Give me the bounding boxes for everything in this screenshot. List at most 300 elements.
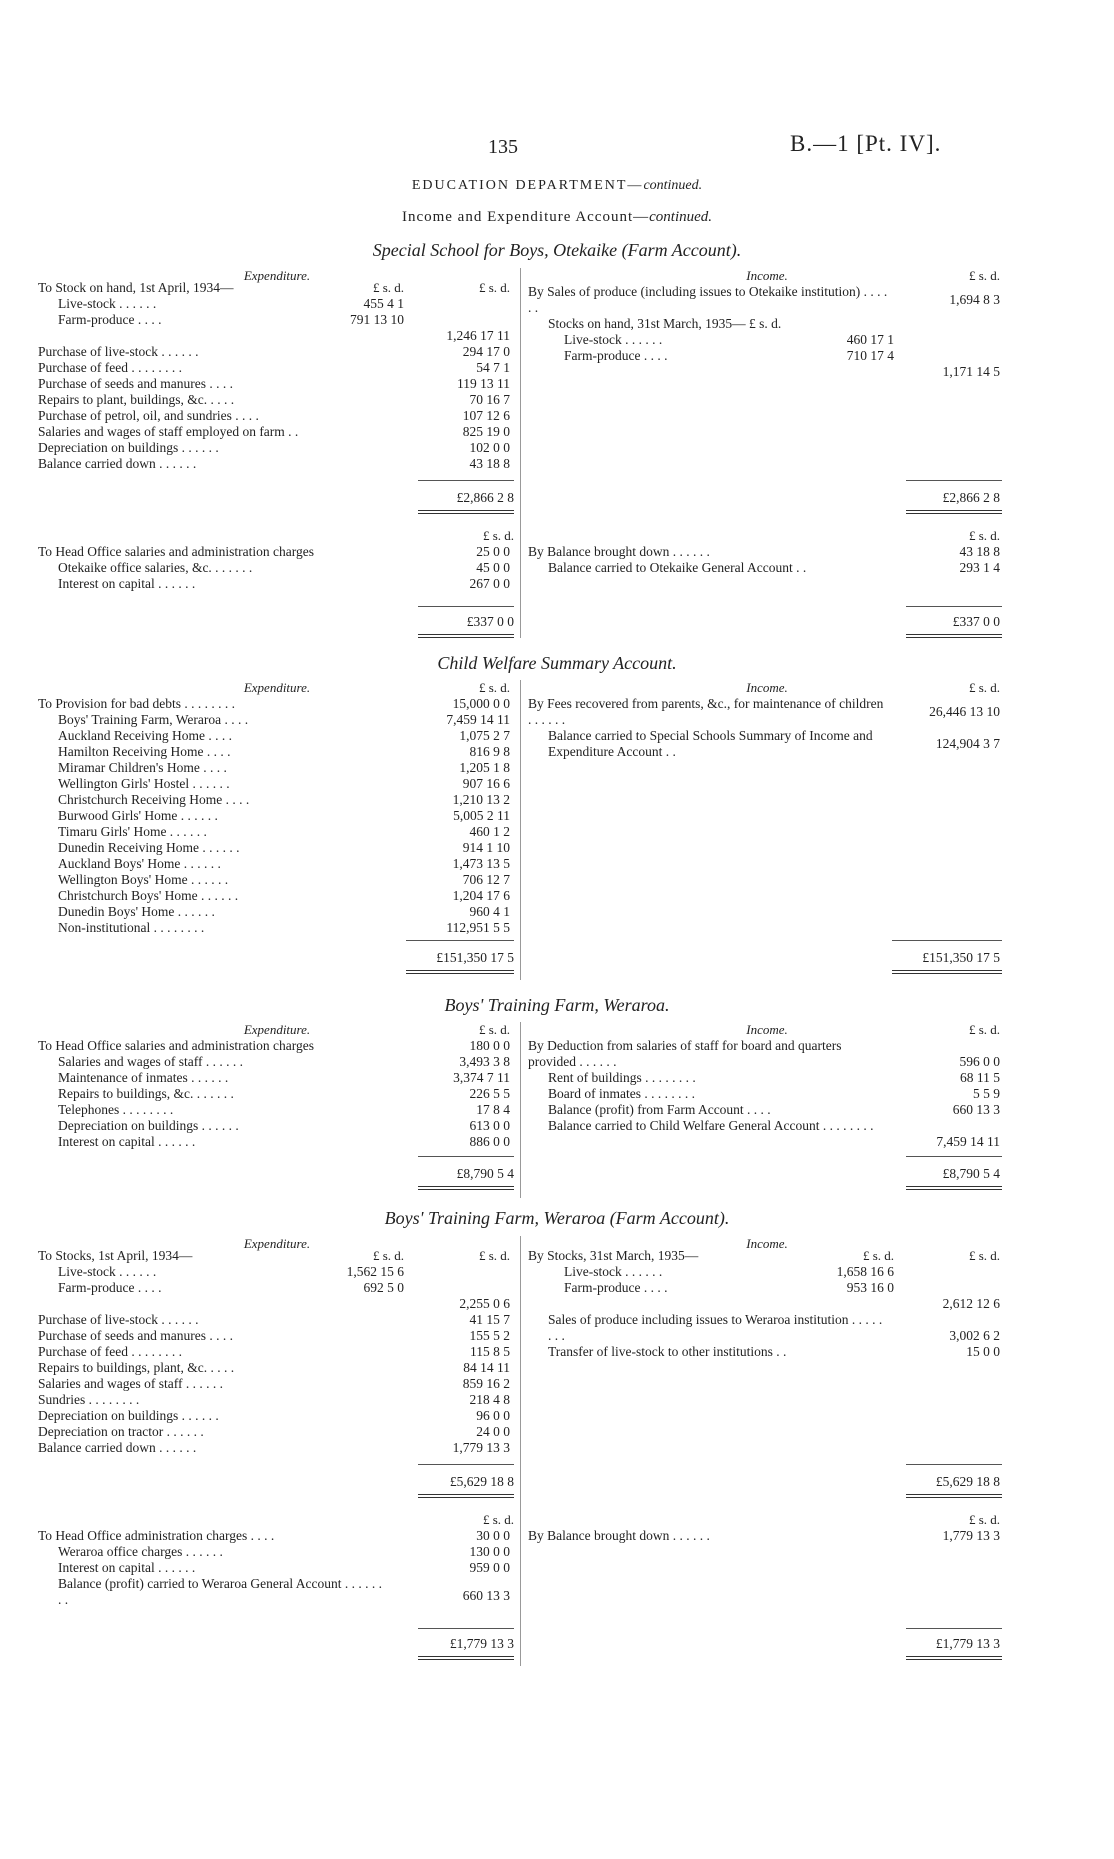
- currency-heading: £ s. d.: [968, 528, 1000, 543]
- income-row: [528, 1264, 1006, 1280]
- income-heading: Income.: [746, 680, 788, 695]
- expenditure-label: Otekaike office salaries, &c. . . . . . .: [58, 560, 253, 575]
- expenditure-row: [38, 1344, 516, 1360]
- expenditure-label: Live-stock . . . . . .: [58, 1264, 157, 1279]
- expenditure-label: Interest on capital . . . . . .: [58, 1560, 196, 1575]
- expenditure-label: Balance carried down . . . . . .: [38, 1440, 197, 1455]
- expenditure-row: [38, 1408, 516, 1424]
- expenditure-row: [38, 1086, 516, 1102]
- expenditure-label: Interest on capital . . . . . .: [58, 576, 196, 591]
- account-title: Boys' Training Farm, Weraroa (Farm Account).: [384, 1208, 730, 1228]
- expenditure-row: [38, 328, 516, 344]
- expenditure-row: [38, 440, 516, 456]
- income-row: [528, 284, 1006, 316]
- expenditure-row: [38, 1054, 516, 1070]
- account-subtitle: [0, 209, 1114, 226]
- expenditure-label: Purchase of feed . . . . . . . .: [38, 1344, 182, 1359]
- subtotal-rule: [906, 1464, 1002, 1465]
- amount: 226 5 5: [469, 1086, 510, 1101]
- amount: 3,374 7 11: [453, 1070, 510, 1085]
- sub-amount: 1,562 15 6: [346, 1264, 404, 1279]
- income-total: £2,866 2 8: [942, 490, 1000, 505]
- expenditure-row: [38, 424, 516, 440]
- expenditure-row: [38, 392, 516, 408]
- expenditure-row: [38, 1118, 516, 1134]
- expenditure-row: [38, 1440, 516, 1456]
- income-label: By Balance brought down . . . . . .: [528, 544, 710, 559]
- column-divider: [520, 1236, 521, 1666]
- expenditure-label: Live-stock . . . . . .: [58, 296, 157, 311]
- income-heading: Income.: [746, 1236, 788, 1251]
- income-total: £8,790 5 4: [942, 1166, 1000, 1181]
- currency-heading: £ s. d.: [968, 1512, 1000, 1527]
- income-total: £151,350 17 5: [922, 950, 1000, 965]
- total-rule: [418, 634, 514, 638]
- expenditure-side: [38, 680, 516, 936]
- income-row: [528, 1312, 1006, 1344]
- amount: 115 8 5: [470, 1344, 510, 1359]
- income-label: Transfer of live-stock to other institutions . .: [548, 1344, 787, 1359]
- sub-amount: 791 13 10: [350, 312, 404, 327]
- income-side: [528, 268, 1006, 380]
- sub-amount: 692 5 0: [363, 1280, 404, 1295]
- currency-heading: £ s. d.: [968, 268, 1000, 283]
- amount: 959 0 0: [469, 1560, 510, 1575]
- expenditure-label: Weraroa office charges . . . . . .: [58, 1544, 223, 1559]
- amount: 112,951 5 5: [446, 920, 510, 935]
- amount: 130 0 0: [469, 1544, 510, 1559]
- amount: 17 8 4: [476, 1102, 510, 1117]
- currency-heading: £ s. d.: [478, 1022, 510, 1037]
- expenditure-row: [38, 1576, 516, 1608]
- amount: 5,005 2 11: [453, 808, 510, 823]
- income-side-2: [528, 544, 1006, 576]
- income-label: Balance (profit) from Farm Account . . . .: [548, 1102, 771, 1117]
- expenditure-row: [38, 1528, 516, 1544]
- amount: 1,210 13 2: [452, 792, 510, 807]
- amount: 267 0 0: [469, 576, 510, 591]
- weraroa-training-farm-account: [0, 1022, 1114, 1198]
- amount: 3,493 3 8: [459, 1054, 510, 1069]
- expenditure-label: Sundries . . . . . . . .: [38, 1392, 140, 1407]
- expenditure-label: Depreciation on buildings . . . . . .: [38, 1408, 219, 1423]
- income-row: [528, 1344, 1006, 1360]
- expenditure-total: £2,866 2 8: [456, 490, 514, 505]
- income-row: [528, 1280, 1006, 1296]
- expenditure-row: [38, 888, 516, 904]
- expenditure-label: To Stocks, 1st April, 1934—: [38, 1248, 193, 1263]
- expenditure-row: [38, 312, 516, 328]
- expenditure-row: [38, 856, 516, 872]
- income-label: By Stocks, 31st March, 1935—: [528, 1248, 699, 1263]
- expenditure-label: Farm-produce . . . .: [58, 1280, 162, 1295]
- amount: 68 11 5: [960, 1070, 1000, 1085]
- expenditure-row: [38, 760, 516, 776]
- subtotal-rule: [418, 606, 514, 607]
- income-row: [528, 1070, 1006, 1086]
- expenditure-label: Purchase of seeds and manures . . . .: [38, 1328, 233, 1343]
- amount: 1,473 13 5: [452, 856, 510, 871]
- amount: 7,459 14 11: [936, 1134, 1000, 1149]
- expenditure-label: Purchase of live-stock . . . . . .: [38, 1312, 199, 1327]
- expenditure-label: Auckland Receiving Home . . . .: [58, 728, 232, 743]
- expenditure-row: [38, 1360, 516, 1376]
- expenditure-row: [38, 792, 516, 808]
- amount: 706 12 7: [462, 872, 510, 887]
- sub-amount: 710 17 4: [846, 348, 894, 363]
- amount: 7,459 14 11: [446, 712, 510, 727]
- income-label: By Sales of produce (including issues to Otekaike institution) . . . . . .: [528, 284, 888, 315]
- expenditure-label: Depreciation on buildings . . . . . .: [58, 1118, 239, 1133]
- amount: 96 0 0: [476, 1408, 510, 1423]
- expenditure-row: [38, 1280, 516, 1296]
- amount: 613 0 0: [469, 1118, 510, 1133]
- amount: 460 1 2: [469, 824, 510, 839]
- amount: 660 13 3: [462, 1588, 510, 1603]
- income-label: Live-stock . . . . . .: [564, 332, 663, 347]
- expenditure-label: Dunedin Receiving Home . . . . . .: [58, 840, 240, 855]
- income-row: [528, 728, 1006, 760]
- subtitle-continued: continued.: [649, 209, 713, 225]
- expenditure-label: Purchase of petrol, oil, and sundries . . . .: [38, 408, 259, 423]
- expenditure-label: To Head Office salaries and administration charges: [38, 544, 314, 559]
- sub-amount: 953 16 0: [846, 1280, 894, 1295]
- subtotal-rule: [906, 1156, 1002, 1157]
- currency-heading: £ s. d.: [968, 1248, 1000, 1263]
- income-label: Balance carried to Special Schools Summary of Income and Expenditure Account . .: [548, 728, 873, 759]
- total-rule: [406, 970, 514, 974]
- amount: 45 0 0: [476, 560, 510, 575]
- amount: 26,446 13 10: [929, 704, 1000, 719]
- subtotal-rule: [418, 480, 514, 481]
- amount: 155 5 2: [469, 1328, 510, 1343]
- expenditure-row: [38, 920, 516, 936]
- document-reference: B.—1 [Pt. IV].: [790, 131, 942, 156]
- expenditure-row: [38, 840, 516, 856]
- expenditure-row: [38, 408, 516, 424]
- expenditure-row: [38, 456, 516, 472]
- amount: 180 0 0: [469, 1038, 510, 1053]
- income-row: [528, 1528, 1006, 1544]
- expenditure-row: [38, 296, 516, 312]
- amount: 2,612 12 6: [942, 1296, 1000, 1311]
- expenditure-side: [38, 1022, 516, 1150]
- expenditure-row: [38, 376, 516, 392]
- expenditure-row: [38, 1296, 516, 1312]
- amount: 102 0 0: [469, 440, 510, 455]
- total-rule: [418, 1186, 514, 1190]
- income-heading: Income.: [746, 268, 788, 283]
- income-row: [528, 332, 1006, 348]
- income-row: [528, 316, 1006, 332]
- currency-heading: £ s. d.: [478, 680, 510, 695]
- expenditure-row: [38, 1560, 516, 1576]
- expenditure-total: £8,790 5 4: [456, 1166, 514, 1181]
- otekaike-farm-account: [0, 268, 1114, 638]
- expenditure-row: [38, 872, 516, 888]
- expenditure-label: Balance (profit) carried to Weraroa General Account . . . . . . . .: [58, 1576, 383, 1607]
- amount: 1,171 14 5: [942, 364, 1000, 379]
- income-row: [528, 1086, 1006, 1102]
- expenditure-label: Maintenance of inmates . . . . . .: [58, 1070, 229, 1085]
- income-side-2: [528, 1528, 1006, 1544]
- column-divider: [520, 680, 521, 980]
- amount: 107 12 6: [462, 408, 510, 423]
- subtitle-text: Income and Expenditure Account—: [401, 209, 650, 225]
- expenditure-heading: Expenditure.: [243, 1022, 311, 1037]
- total-rule: [906, 1186, 1002, 1190]
- income-label: By Deduction from salaries of staff for board and quarters provided . . . . . .: [528, 1038, 842, 1069]
- expenditure-label: Hamilton Receiving Home . . . .: [58, 744, 231, 759]
- income-row: [528, 560, 1006, 576]
- income-row: [528, 696, 1006, 728]
- currency-heading: £ s. d.: [478, 1248, 510, 1263]
- currency-heading: £ s. d.: [372, 1248, 404, 1263]
- expenditure-label: Wellington Girls' Hostel . . . . . .: [58, 776, 230, 791]
- amount: 1,694 8 3: [949, 292, 1000, 307]
- expenditure-total: £1,779 13 3: [449, 1636, 514, 1651]
- expenditure-label: Salaries and wages of staff . . . . . .: [38, 1376, 223, 1391]
- expenditure-label: To Head Office administration charges . . . .: [38, 1528, 275, 1543]
- expenditure-label: Telephones . . . . . . . .: [58, 1102, 174, 1117]
- expenditure-label: Purchase of feed . . . . . . . .: [38, 360, 182, 375]
- income-total: £337 0 0: [952, 614, 1000, 629]
- subtotal-rule: [892, 940, 1002, 941]
- expenditure-label: To Head Office salaries and administration charges: [38, 1038, 314, 1053]
- expenditure-side: [38, 1236, 516, 1456]
- department-continued: continued.: [643, 178, 703, 193]
- expenditure-heading: Expenditure.: [243, 680, 311, 695]
- account-title: Special School for Boys, Otekaike (Farm Account).: [372, 240, 742, 260]
- currency-heading: £ s. d.: [968, 1022, 1000, 1037]
- expenditure-label: Dunedin Boys' Home . . . . . .: [58, 904, 215, 919]
- total-rule: [906, 1494, 1002, 1498]
- expenditure-row: [38, 1102, 516, 1118]
- expenditure-row: [38, 576, 516, 592]
- amount: 907 16 6: [462, 776, 510, 791]
- amount: 30 0 0: [476, 1528, 510, 1543]
- amount: 1,779 13 3: [942, 1528, 1000, 1543]
- income-row: [528, 1038, 1006, 1070]
- expenditure-label: Christchurch Receiving Home . . . .: [58, 792, 250, 807]
- amount: 1,204 17 6: [452, 888, 510, 903]
- department-heading: [0, 178, 1114, 194]
- department-name: EDUCATION DEPARTMENT—: [411, 178, 644, 193]
- expenditure-row: [38, 1134, 516, 1150]
- column-divider: [520, 1022, 521, 1198]
- amount: 596 0 0: [959, 1054, 1000, 1069]
- expenditure-total: £337 0 0: [466, 614, 514, 629]
- expenditure-row: [38, 728, 516, 744]
- expenditure-label: Boys' Training Farm, Weraroa . . . .: [58, 712, 249, 727]
- total-rule: [906, 510, 1002, 514]
- amount: 124,904 3 7: [935, 736, 1000, 751]
- currency-heading: £ s. d.: [482, 1512, 514, 1527]
- amount: 886 0 0: [469, 1134, 510, 1149]
- expenditure-row: [38, 1424, 516, 1440]
- expenditure-label: Balance carried down . . . . . .: [38, 456, 197, 471]
- income-label: Rent of buildings . . . . . . . .: [548, 1070, 696, 1085]
- expenditure-label: Repairs to buildings, &c. . . . . . .: [58, 1086, 234, 1101]
- expenditure-side: [38, 268, 516, 472]
- income-row: [528, 1102, 1006, 1118]
- subtotal-rule: [418, 1156, 514, 1157]
- amount: 960 4 1: [469, 904, 510, 919]
- expenditure-row: [38, 712, 516, 728]
- expenditure-label: Purchase of live-stock . . . . . .: [38, 344, 199, 359]
- amount: 1,779 13 3: [452, 1440, 510, 1455]
- sub-amount: 455 4 1: [363, 296, 404, 311]
- expenditure-label: Timaru Girls' Home . . . . . .: [58, 824, 207, 839]
- total-rule: [892, 970, 1002, 974]
- income-label: Sales of produce including issues to Weraroa institution . . . . . . . .: [548, 1312, 883, 1343]
- expenditure-label: Burwood Girls' Home . . . . . .: [58, 808, 218, 823]
- income-label: By Balance brought down . . . . . .: [528, 1528, 710, 1543]
- expenditure-label: Depreciation on buildings . . . . . .: [38, 440, 219, 455]
- amount: 859 16 2: [462, 1376, 510, 1391]
- amount: 15 0 0: [966, 1344, 1000, 1359]
- currency-heading: £ s. d.: [862, 1248, 894, 1263]
- income-label: Balance carried to Otekaike General Account . .: [548, 560, 807, 575]
- amount: 5 5 9: [973, 1086, 1000, 1101]
- expenditure-total: £5,629 18 8: [449, 1474, 514, 1489]
- income-label: Balance carried to Child Welfare General Account . . . . . . . .: [548, 1118, 874, 1133]
- expenditure-label: To Stock on hand, 1st April, 1934—: [38, 280, 234, 295]
- expenditure-row: [38, 824, 516, 840]
- currency-heading: £ s. d.: [372, 280, 404, 295]
- amount: 25 0 0: [476, 544, 510, 559]
- total-rule: [906, 634, 1002, 638]
- amount: 816 9 8: [469, 744, 510, 759]
- income-side: [528, 1236, 1006, 1360]
- expenditure-row: [38, 1264, 516, 1280]
- expenditure-row: [38, 1544, 516, 1560]
- amount: 41 15 7: [469, 1312, 510, 1327]
- amount: 825 19 0: [462, 424, 510, 439]
- income-row: [528, 1118, 1006, 1150]
- amount: 1,075 2 7: [459, 728, 510, 743]
- amount: 293 1 4: [959, 560, 1000, 575]
- total-rule: [418, 510, 514, 514]
- expenditure-row: [38, 1070, 516, 1086]
- sub-amount: 460 17 1: [846, 332, 894, 347]
- expenditure-label: Farm-produce . . . .: [58, 312, 162, 327]
- expenditure-heading: Expenditure.: [243, 1236, 311, 1251]
- expenditure-row: [38, 1312, 516, 1328]
- amount: 43 18 8: [469, 456, 510, 471]
- expenditure-label: Salaries and wages of staff . . . . . .: [58, 1054, 243, 1069]
- total-rule: [418, 1494, 514, 1498]
- subtotal-rule: [418, 1628, 514, 1629]
- income-side: [528, 680, 1006, 760]
- column-divider: [520, 268, 521, 638]
- subtotal-rule: [406, 940, 514, 941]
- expenditure-row: [38, 744, 516, 760]
- income-label: Farm-produce . . . .: [564, 348, 668, 363]
- amount: 218 4 8: [469, 1392, 510, 1407]
- subtotal-rule: [906, 480, 1002, 481]
- total-rule: [906, 1656, 1002, 1660]
- amount: 24 0 0: [476, 1424, 510, 1439]
- expenditure-label: Miramar Children's Home . . . .: [58, 760, 227, 775]
- currency-heading: £ s. d.: [478, 280, 510, 295]
- amount: 660 13 3: [952, 1102, 1000, 1117]
- amount: 1,205 1 8: [459, 760, 510, 775]
- expenditure-total: £151,350 17 5: [436, 950, 514, 965]
- income-row: [528, 348, 1006, 364]
- expenditure-label: To Provision for bad debts . . . . . . . .: [38, 696, 236, 711]
- income-label: Board of inmates . . . . . . . .: [548, 1086, 695, 1101]
- income-label: By Fees recovered from parents, &c., for maintenance of children . . . . . .: [528, 696, 884, 727]
- expenditure-row: [38, 1038, 516, 1054]
- expenditure-row: [38, 808, 516, 824]
- amount: 70 16 7: [469, 392, 510, 407]
- child-welfare-summary-account: [0, 680, 1114, 980]
- amount: 119 13 11: [457, 376, 510, 391]
- expenditure-side-2: [38, 544, 516, 592]
- currency-heading: £ s. d.: [482, 528, 514, 543]
- amount: 1,246 17 11: [446, 328, 510, 343]
- expenditure-side-2: [38, 1528, 516, 1608]
- expenditure-label: Wellington Boys' Home . . . . . .: [58, 872, 229, 887]
- expenditure-label: Salaries and wages of staff employed on farm . .: [38, 424, 299, 439]
- expenditure-label: Auckland Boys' Home . . . . . .: [58, 856, 221, 871]
- amount: 43 18 8: [959, 544, 1000, 559]
- amount: 294 17 0: [462, 344, 510, 359]
- subtotal-rule: [906, 1628, 1002, 1629]
- income-total: £1,779 13 3: [935, 1636, 1000, 1651]
- account-title: Child Welfare Summary Account.: [437, 653, 677, 673]
- income-label: Stocks on hand, 31st March, 1935— £ s. d.: [548, 316, 782, 331]
- expenditure-row: [38, 1328, 516, 1344]
- income-row: [528, 364, 1006, 380]
- amount: 54 7 1: [476, 360, 510, 375]
- expenditure-label: Christchurch Boys' Home . . . . . .: [58, 888, 239, 903]
- amount: 15,000 0 0: [452, 696, 510, 711]
- subtotal-rule: [906, 606, 1002, 607]
- amount: 84 14 11: [463, 1360, 510, 1375]
- expenditure-row: [38, 1392, 516, 1408]
- amount: 3,002 6 2: [949, 1328, 1000, 1343]
- expenditure-row: [38, 560, 516, 576]
- sub-amount: 1,658 16 6: [836, 1264, 894, 1279]
- expenditure-label: Depreciation on tractor . . . . . .: [38, 1424, 204, 1439]
- expenditure-row: [38, 344, 516, 360]
- expenditure-label: Repairs to buildings, plant, &c. . . . .: [38, 1360, 235, 1375]
- account-title: Boys' Training Farm, Weraroa.: [444, 995, 670, 1015]
- expenditure-row: [38, 776, 516, 792]
- income-row: [528, 1296, 1006, 1312]
- income-heading: Income.: [746, 1022, 788, 1037]
- expenditure-row: [38, 904, 516, 920]
- expenditure-row: [38, 1376, 516, 1392]
- expenditure-row: [38, 696, 516, 712]
- expenditure-label: Repairs to plant, buildings, &c. . . . .: [38, 392, 235, 407]
- amount: 2,255 0 6: [459, 1296, 510, 1311]
- expenditure-heading: Expenditure.: [243, 268, 311, 283]
- subtotal-rule: [418, 1464, 514, 1465]
- amount: 914 1 10: [462, 840, 510, 855]
- expenditure-row: [38, 544, 516, 560]
- expenditure-row: [38, 360, 516, 376]
- total-rule: [418, 1656, 514, 1660]
- income-label: Live-stock . . . . . .: [564, 1264, 663, 1279]
- income-label: Farm-produce . . . .: [564, 1280, 668, 1295]
- income-total: £5,629 18 8: [935, 1474, 1000, 1489]
- expenditure-label: Interest on capital . . . . . .: [58, 1134, 196, 1149]
- currency-heading: £ s. d.: [968, 680, 1000, 695]
- expenditure-label: Non-institutional . . . . . . . .: [58, 920, 205, 935]
